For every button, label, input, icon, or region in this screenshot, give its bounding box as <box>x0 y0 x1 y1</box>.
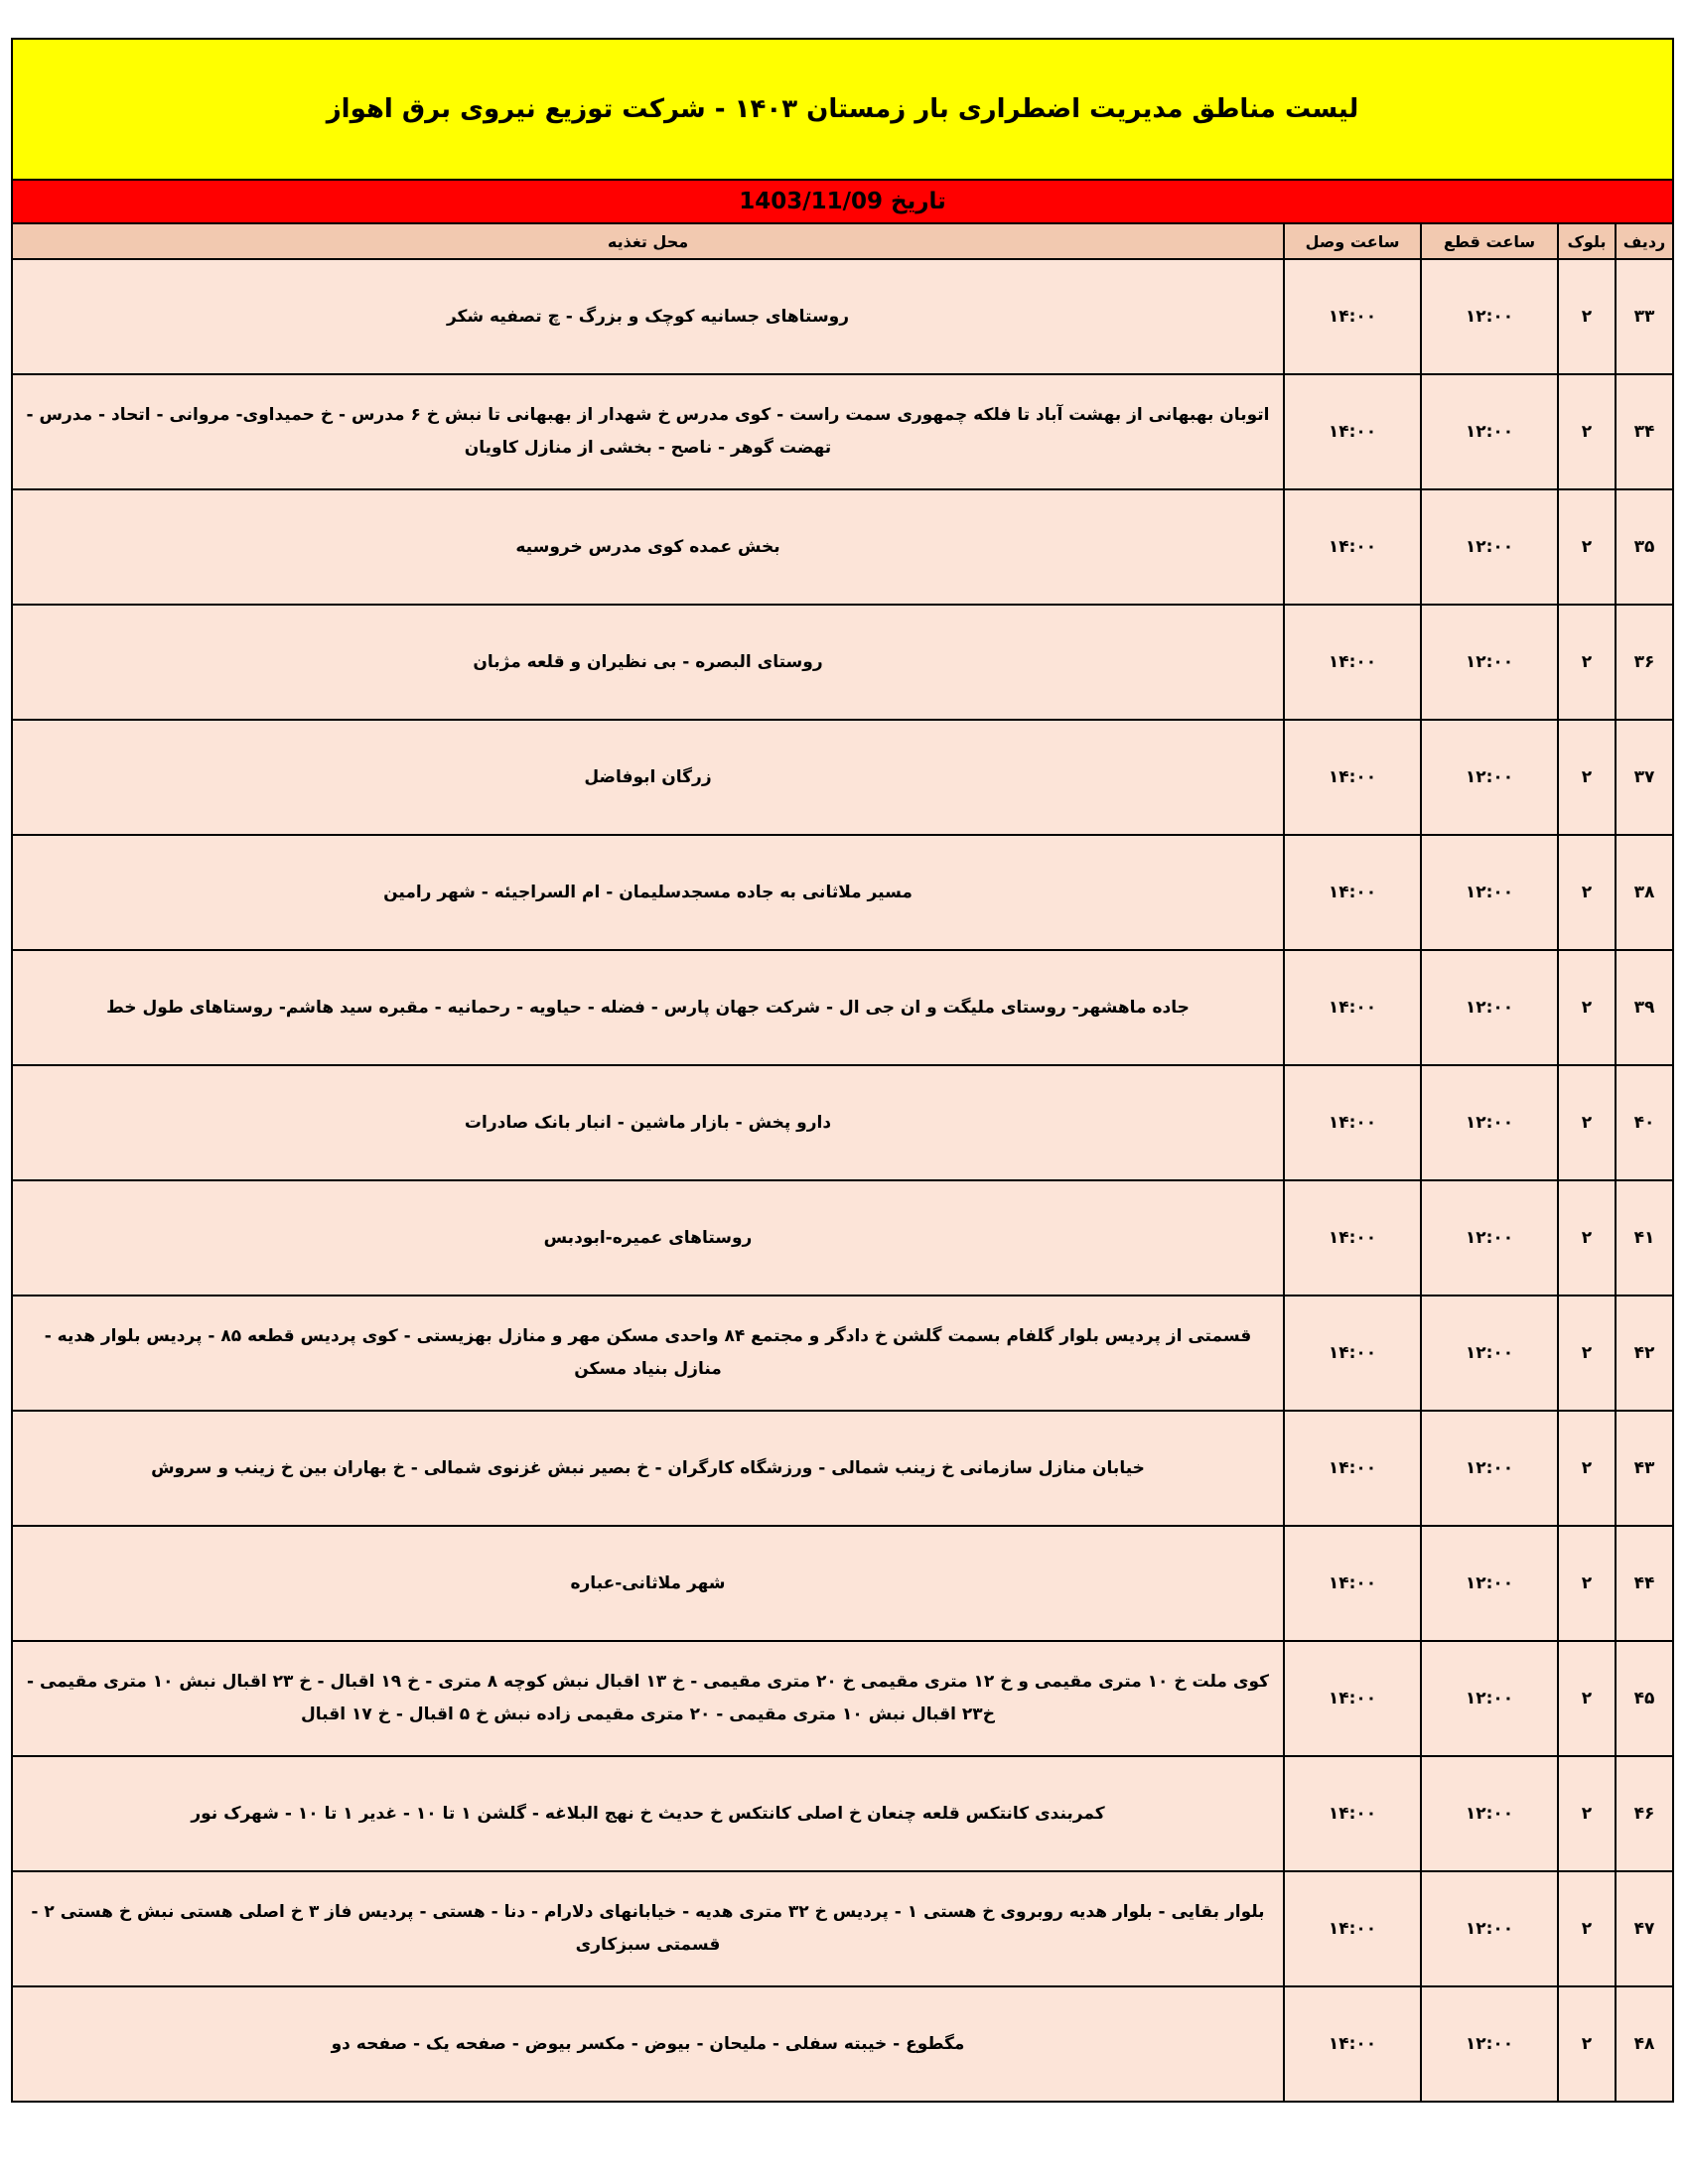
outage-sheet <box>11 38 1674 2103</box>
table-row <box>12 1180 1673 1296</box>
connect-time-cell: ۱۴:۰۰ <box>1284 1756 1421 1871</box>
location-cell: کمربندی کانتکس قلعه چنعان خ اصلی کانتکس خ حدیث خ نهج البلاغه - گلشن ۱ تا ۱۰ - غدیر ۱ تا ۱۰ - شهرک نور <box>12 1756 1284 1871</box>
connect-time-cell: ۱۴:۰۰ <box>1284 1526 1421 1641</box>
cut-time-cell: ۱۲:۰۰ <box>1421 489 1558 605</box>
row-number-cell: ۳۷ <box>1616 720 1673 835</box>
block-cell: ۲ <box>1558 1411 1616 1526</box>
table-row <box>12 1756 1673 1871</box>
block-cell: ۲ <box>1558 1526 1616 1641</box>
location-cell: روستاهای جسانیه کوچک و بزرگ - چ تصفیه شکر <box>12 259 1284 374</box>
connect-time-cell: ۱۴:۰۰ <box>1284 835 1421 950</box>
header-row-number: ردیف <box>1616 223 1673 259</box>
table-row <box>12 835 1673 950</box>
block-cell: ۲ <box>1558 259 1616 374</box>
location-cell: بخش عمده کوی مدرس خروسیه <box>12 489 1284 605</box>
table-row <box>12 374 1673 489</box>
table-row <box>12 1871 1673 1986</box>
block-cell: ۲ <box>1558 1756 1616 1871</box>
location-cell: جاده ماهشهر- روستای ملیگت و ان جی ال - شرکت جهان پارس - فضله - حیاویه - رحمانیه - مقبره سید هاشم- روستاهای طول خط <box>12 950 1284 1065</box>
header-row <box>12 223 1673 259</box>
location-cell: بلوار بقایی - بلوار هدیه روبروی خ هستی ۱ - پردیس خ ۳۲ متری هدیه - خیابانهای دلارام - دنا - هستی - پردیس فاز ۳ خ اصلی هستی نبش خ هستی ۲ - قسمتی سبزکاری <box>12 1871 1284 1986</box>
block-cell: ۲ <box>1558 1065 1616 1180</box>
row-number-cell: ۴۶ <box>1616 1756 1673 1871</box>
cut-time-cell: ۱۲:۰۰ <box>1421 374 1558 489</box>
connect-time-cell: ۱۴:۰۰ <box>1284 1180 1421 1296</box>
row-number-cell: ۳۹ <box>1616 950 1673 1065</box>
row-number-cell: ۴۷ <box>1616 1871 1673 1986</box>
row-number-cell: ۳۴ <box>1616 374 1673 489</box>
connect-time-cell: ۱۴:۰۰ <box>1284 259 1421 374</box>
block-cell: ۲ <box>1558 835 1616 950</box>
table-row <box>12 1296 1673 1411</box>
page-title: لیست مناطق مدیریت اضطراری بار زمستان ۱۴۰۳ - شرکت توزیع نیروی برق اهواز <box>326 94 1359 124</box>
block-cell: ۲ <box>1558 1180 1616 1296</box>
header-connect-time: ساعت وصل <box>1284 223 1421 259</box>
row-number-cell: ۴۳ <box>1616 1411 1673 1526</box>
cut-time-cell: ۱۲:۰۰ <box>1421 835 1558 950</box>
block-cell: ۲ <box>1558 720 1616 835</box>
cut-time-cell: ۱۲:۰۰ <box>1421 259 1558 374</box>
location-cell: کوی ملت خ ۱۰ متری مقیمی و خ ۱۲ متری مقیمی خ ۲۰ متری مقیمی - خ ۱۳ اقبال نبش کوچه ۸ متری - خ ۱۹ اقبال - خ ۲۳ اقبال نبش ۱۰ متری مقیمی - خ۲۳ اقبال نبش ۱۰ متری مقیمی - ۲۰ متری مقیمی زاده نبش خ ۵ اقبال - خ ۱۷ اقبال <box>12 1641 1284 1756</box>
cut-time-cell: ۱۲:۰۰ <box>1421 1296 1558 1411</box>
block-cell: ۲ <box>1558 1871 1616 1986</box>
row-number-cell: ۴۴ <box>1616 1526 1673 1641</box>
location-cell: دارو پخش - بازار ماشین - انبار بانک صادرات <box>12 1065 1284 1180</box>
table-row <box>12 1411 1673 1526</box>
header-block: بلوک <box>1558 223 1616 259</box>
cut-time-cell: ۱۲:۰۰ <box>1421 1871 1558 1986</box>
table-body <box>12 259 1673 2102</box>
block-cell: ۲ <box>1558 489 1616 605</box>
cut-time-cell: ۱۲:۰۰ <box>1421 720 1558 835</box>
row-number-cell: ۴۵ <box>1616 1641 1673 1756</box>
row-number-cell: ۳۵ <box>1616 489 1673 605</box>
table-row <box>12 1526 1673 1641</box>
header-cut-time: ساعت قطع <box>1421 223 1558 259</box>
location-cell: قسمتی از پردیس بلوار گلفام بسمت گلشن خ دادگر و مجتمع ۸۴ واحدی مسکن مهر و منازل بهزیستی - کوی پردیس قطعه ۸۵ - پردیس بلوار هدیه - منازل بنیاد مسکن <box>12 1296 1284 1411</box>
table-row <box>12 1986 1673 2102</box>
block-cell: ۲ <box>1558 950 1616 1065</box>
table-row <box>12 720 1673 835</box>
date-label: تاریخ 1403/11/09 <box>739 189 946 214</box>
table-row <box>12 489 1673 605</box>
connect-time-cell: ۱۴:۰۰ <box>1284 1871 1421 1986</box>
connect-time-cell: ۱۴:۰۰ <box>1284 374 1421 489</box>
location-cell: زرگان ابوفاضل <box>12 720 1284 835</box>
connect-time-cell: ۱۴:۰۰ <box>1284 1641 1421 1756</box>
connect-time-cell: ۱۴:۰۰ <box>1284 489 1421 605</box>
cut-time-cell: ۱۲:۰۰ <box>1421 1986 1558 2102</box>
cut-time-cell: ۱۲:۰۰ <box>1421 1756 1558 1871</box>
connect-time-cell: ۱۴:۰۰ <box>1284 1986 1421 2102</box>
row-number-cell: ۴۰ <box>1616 1065 1673 1180</box>
outage-table <box>11 222 1674 2103</box>
row-number-cell: ۳۶ <box>1616 605 1673 720</box>
cut-time-cell: ۱۲:۰۰ <box>1421 1411 1558 1526</box>
block-cell: ۲ <box>1558 374 1616 489</box>
location-cell: روستای البصره - بی نظیران و قلعه مژبان <box>12 605 1284 720</box>
cut-time-cell: ۱۲:۰۰ <box>1421 1180 1558 1296</box>
connect-time-cell: ۱۴:۰۰ <box>1284 1065 1421 1180</box>
block-cell: ۲ <box>1558 1986 1616 2102</box>
block-cell: ۲ <box>1558 1641 1616 1756</box>
table-row <box>12 950 1673 1065</box>
header-location: محل تغذیه <box>12 223 1284 259</box>
location-cell: مگطوع - خیبته سفلی - ملیحان - بیوض - مکسر بیوض - صفحه یک - صفحه دو <box>12 1986 1284 2102</box>
table-row <box>12 605 1673 720</box>
row-number-cell: ۴۱ <box>1616 1180 1673 1296</box>
row-number-cell: ۳۳ <box>1616 259 1673 374</box>
location-cell: خیابان منازل سازمانی خ زینب شمالی - ورزشگاه کارگران - خ بصیر نبش غزنوی شمالی - خ بهاران بین خ زینب و سروش <box>12 1411 1284 1526</box>
connect-time-cell: ۱۴:۰۰ <box>1284 1296 1421 1411</box>
cut-time-cell: ۱۲:۰۰ <box>1421 1065 1558 1180</box>
cut-time-cell: ۱۲:۰۰ <box>1421 1526 1558 1641</box>
cut-time-cell: ۱۲:۰۰ <box>1421 605 1558 720</box>
location-cell: اتوبان بهبهانی از بهشت آباد تا فلکه چمهوری سمت راست - کوی مدرس خ شهدار از بهبهانی تا نبش خ ۶ مدرس - خ حمیداوی- مروانی - اتحاد - مدرس - تهضت گوهر - ناصح - بخشی از منازل کاویان <box>12 374 1284 489</box>
row-number-cell: ۴۸ <box>1616 1986 1673 2102</box>
row-number-cell: ۳۸ <box>1616 835 1673 950</box>
row-number-cell: ۴۲ <box>1616 1296 1673 1411</box>
location-cell: روستاهای عمیره-ابودبس <box>12 1180 1284 1296</box>
block-cell: ۲ <box>1558 1296 1616 1411</box>
table-row <box>12 1065 1673 1180</box>
location-cell: شهر ملاثانی-عباره <box>12 1526 1284 1641</box>
cut-time-cell: ۱۲:۰۰ <box>1421 950 1558 1065</box>
connect-time-cell: ۱۴:۰۰ <box>1284 1411 1421 1526</box>
cut-time-cell: ۱۲:۰۰ <box>1421 1641 1558 1756</box>
connect-time-cell: ۱۴:۰۰ <box>1284 605 1421 720</box>
connect-time-cell: ۱۴:۰۰ <box>1284 950 1421 1065</box>
title-band <box>11 38 1674 179</box>
table-row <box>12 259 1673 374</box>
location-cell: مسیر ملاثانی به جاده مسجدسلیمان - ام السراجیئه - شهر رامین <box>12 835 1284 950</box>
connect-time-cell: ۱۴:۰۰ <box>1284 720 1421 835</box>
table-row <box>12 1641 1673 1756</box>
date-band <box>11 179 1674 222</box>
block-cell: ۲ <box>1558 605 1616 720</box>
